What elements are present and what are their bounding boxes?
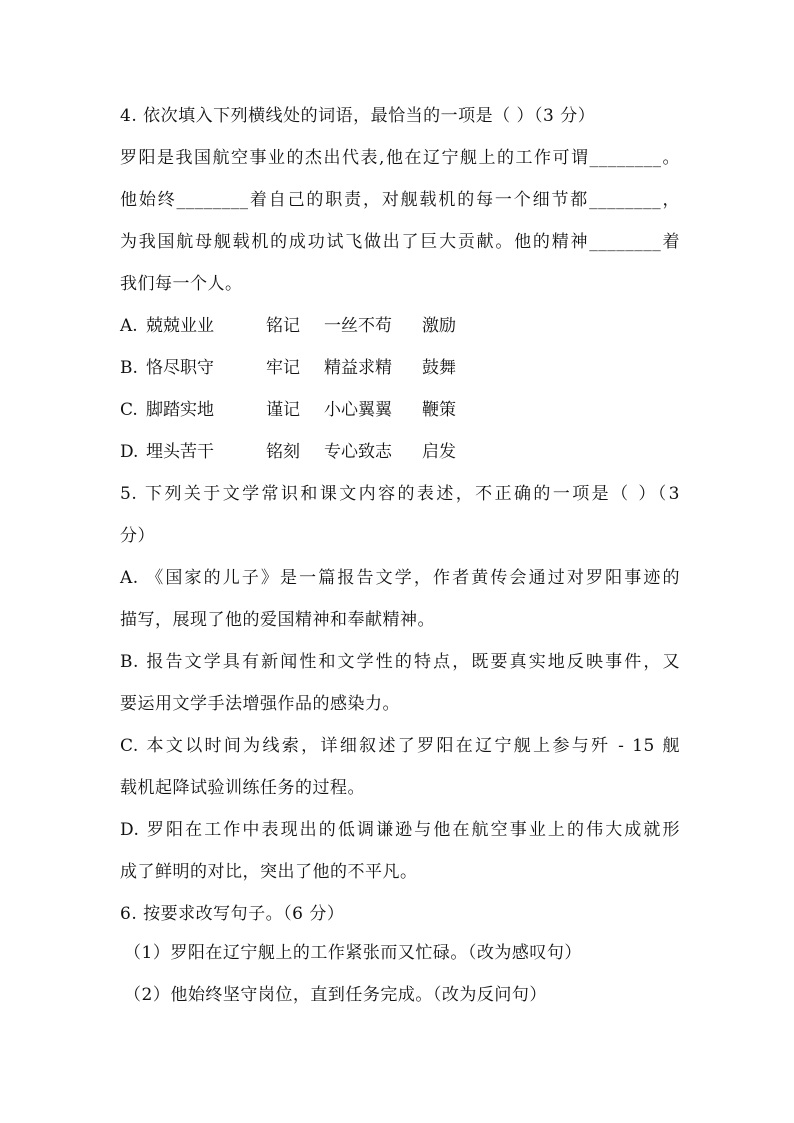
option-word-1: 兢兢业业 xyxy=(146,316,214,336)
option-word-2: 谨记 xyxy=(266,400,300,420)
q5-option-b-line-2: 要运用文学手法增强作品的感染力。 xyxy=(120,694,400,714)
option-word-2: 牢记 xyxy=(266,358,300,378)
q6-item-2: （2）他始终坚守岗位，直到任务完成。（改为反问句） xyxy=(124,985,547,1005)
option-word-1: 埋头苦干 xyxy=(146,442,214,462)
option-label: B. xyxy=(120,358,138,378)
q5-option-c-line-1: C. 本文以时间为线索，详细叙述了罗阳在辽宁舰上参与歼 - 15 舰 xyxy=(120,736,680,756)
option-word-3: 小心翼翼 xyxy=(324,400,392,420)
q5-option-a-line-1: A. 《国家的儿子》是一篇报告文学，作者黄传会通过对罗阳事迹的 xyxy=(120,568,680,588)
q6-item-1: （1）罗阳在辽宁舰上的工作紧张而又忙碌。（改为感叹句） xyxy=(124,943,582,963)
q4-stem-line-1: 罗阳是我国航空事业的杰出代表,他在辽宁舰上的工作可谓________。 xyxy=(120,148,680,168)
q5-option-d-line-2: 成了鲜明的对比，突出了他的不平凡。 xyxy=(120,862,418,882)
q4-option-d xyxy=(120,440,456,464)
q5-title-line-2: 分） xyxy=(120,526,155,546)
q5-option-c-line-2: 载机起降试验训练任务的过程。 xyxy=(120,778,365,798)
option-word-2: 铭刻 xyxy=(266,442,300,462)
q5-option-b-line-1: B. 报告文学具有新闻性和文学性的特点，既要真实地反映事件，又 xyxy=(120,652,680,672)
q4-title: 4. 依次填入下列横线处的词语，最恰当的一项是（ ）（3 分） xyxy=(120,106,596,126)
option-word-3: 一丝不苟 xyxy=(324,316,392,336)
option-word-4: 激励 xyxy=(422,316,456,336)
q6-title: 6. 按要求改写句子。（6 分） xyxy=(120,904,345,924)
option-word-4: 鞭策 xyxy=(422,400,456,420)
q4-stem-line-2: 他始终________着自己的职责，对舰载机的每一个细节都________， xyxy=(120,190,680,210)
q4-stem-line-3: 为我国航母舰载机的成功试飞做出了巨大贡献。他的精神________着 xyxy=(120,232,680,252)
option-word-4: 启发 xyxy=(422,442,456,462)
q4-option-c xyxy=(120,398,456,422)
q4-stem-line-4: 我们每一个人。 xyxy=(120,274,243,294)
option-label: C. xyxy=(120,400,138,420)
option-word-4: 鼓舞 xyxy=(422,358,456,378)
q5-title-line-1: 5. 下列关于文学常识和课文内容的表述，不正确的一项是（ ）（3 xyxy=(120,484,680,504)
q5-option-a-line-2: 描写，展现了他的爱国精神和奉献精神。 xyxy=(120,610,435,630)
option-label: A. xyxy=(120,316,138,336)
option-word-3: 专心致志 xyxy=(324,442,392,462)
q4-option-b xyxy=(120,356,456,380)
option-word-3: 精益求精 xyxy=(324,358,392,378)
q4-option-a xyxy=(120,314,456,338)
option-label: D. xyxy=(120,442,139,462)
q5-option-d-line-1: D. 罗阳在工作中表现出的低调谦逊与他在航空事业上的伟大成就形 xyxy=(120,820,680,840)
option-word-2: 铭记 xyxy=(266,316,300,336)
option-word-1: 恪尽职守 xyxy=(146,358,214,378)
option-word-1: 脚踏实地 xyxy=(146,400,214,420)
